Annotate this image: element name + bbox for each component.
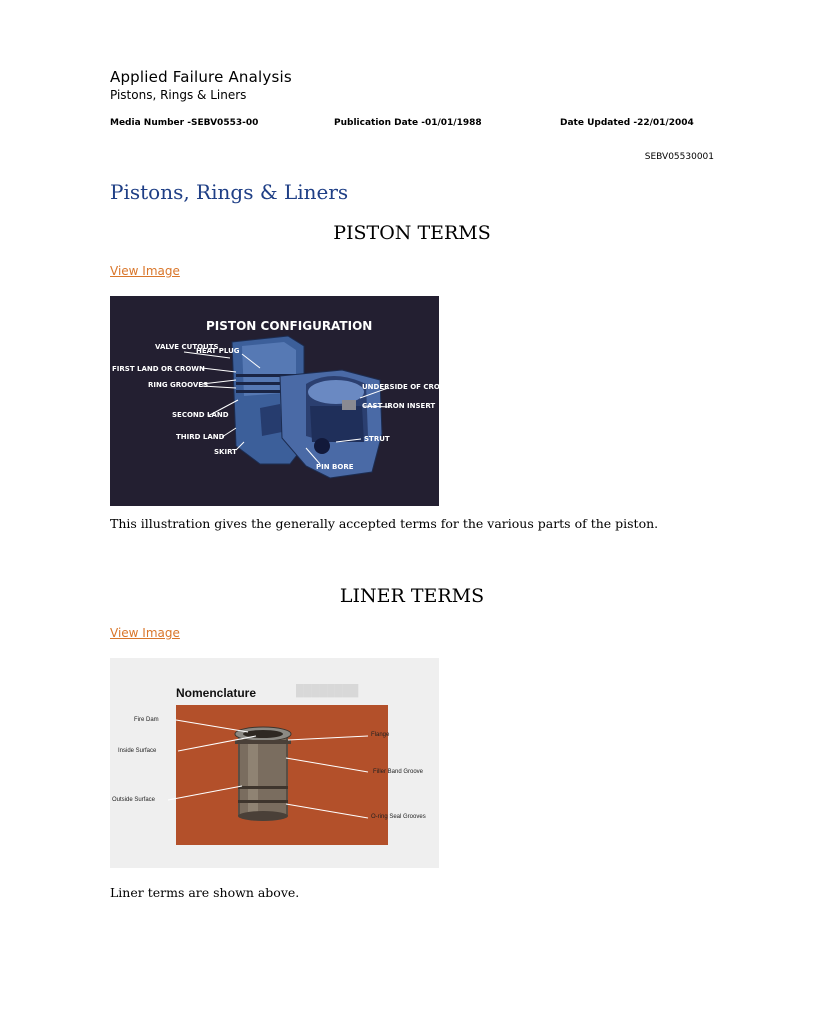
label-heat-plug: HEAT PLUG [196, 347, 240, 355]
piston-configuration-image[interactable] [110, 296, 454, 506]
media-number: Media Number -SEBV0553-00 [110, 118, 259, 128]
liner-illustration [110, 658, 439, 868]
figure-title: Nomenclature [176, 686, 257, 700]
label-fire-dam: Fire Dam [134, 717, 159, 723]
publication-date: Publication Date -01/01/1988 [334, 118, 482, 128]
label-valve-cutouts: VALVE CUTOUTS [155, 343, 219, 351]
caption-liner: Liner terms are shown above. [110, 885, 300, 900]
label-strut: STRUT [364, 435, 390, 443]
label-filler-band-groove: Filler Band Groove [373, 769, 424, 775]
figure-title: PISTON CONFIGURATION [206, 319, 373, 333]
label-inside-surface: Inside Surface [118, 748, 157, 754]
watermark-text: ████████ [296, 685, 359, 697]
label-pin-bore: PIN BORE [316, 463, 354, 471]
label-third-land: THIRD LAND [176, 433, 225, 441]
label-cast-iron-insert: CAST IRON INSERT [362, 402, 436, 410]
label-underside-of-crown: UNDERSIDE OF CROWN [362, 383, 454, 391]
liner-nomenclature-image[interactable] [110, 658, 439, 868]
label-first-land: FIRST LAND OR CROWN [112, 365, 205, 373]
app-subtitle: Pistons, Rings & Liners [110, 88, 247, 102]
caption-piston: This illustration gives the generally accepted terms for the various parts of the piston. [110, 516, 659, 531]
label-ring-grooves: RING GROOVES [148, 381, 209, 389]
page-title: Pistons, Rings & Liners [110, 180, 349, 204]
label-second-land: SECOND LAND [172, 411, 229, 419]
section-title-liner: LINER TERMS [339, 585, 485, 607]
view-image-link-liner[interactable]: View Image [110, 626, 180, 640]
view-image-link-piston[interactable]: View Image [110, 264, 180, 278]
label-flange: Flange [371, 732, 390, 738]
piston-illustration [110, 296, 439, 506]
label-skirt: SKIRT [214, 448, 237, 456]
label-outside-surface: Outside Surface [112, 797, 156, 803]
section-title-piston: PISTON TERMS [333, 222, 491, 244]
document-id: SEBV05530001 [644, 152, 714, 162]
date-updated: Date Updated -22/01/2004 [560, 118, 694, 128]
app-title: Applied Failure Analysis [110, 68, 292, 86]
label-o-ring-seal-grooves: O-ring Seal Grooves [371, 814, 426, 820]
